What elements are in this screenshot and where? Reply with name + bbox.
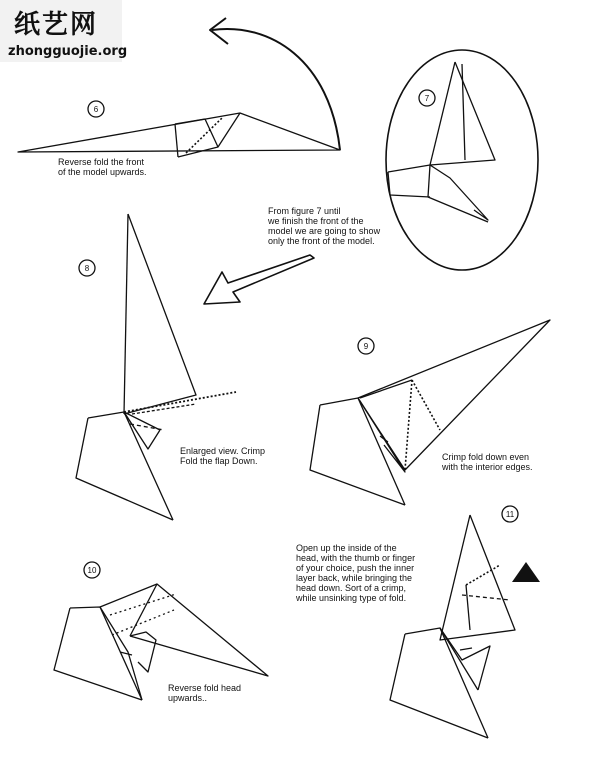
- front-only-note: From figure 7 until we finish the front of the model we are going to show only the front of the model.: [268, 206, 381, 246]
- watermark-site-name: 纸艺网: [14, 10, 99, 40]
- step-10-number: 10: [87, 566, 97, 575]
- push-marker-icon: [512, 562, 540, 582]
- pointer-arrow-icon: [204, 255, 314, 304]
- step-7-number: 7: [424, 94, 430, 103]
- step-9-caption: Crimp fold down even with the interior edges.: [442, 452, 533, 472]
- step-6-caption: Reverse fold the front of the model upwards.: [58, 157, 147, 177]
- watermark-url: zhongguojie.org: [8, 44, 128, 59]
- step-8-number: 8: [84, 264, 90, 273]
- watermark: [0, 0, 128, 62]
- step-8-caption: Enlarged view. Crimp Fold the flap Down.: [180, 446, 266, 466]
- step-6-figure: [18, 113, 340, 157]
- step-9-figure: [310, 320, 550, 505]
- step-6-number: 6: [93, 105, 99, 114]
- step-8-figure: [76, 214, 236, 520]
- step-11-number: 11: [505, 510, 515, 519]
- step-10-caption: Reverse fold head upwards..: [168, 683, 242, 703]
- step-9-number: 9: [363, 342, 369, 351]
- step-7-figure: [386, 50, 538, 270]
- step-11-caption: Open up the inside of the head, with the thumb or finger of your choice, push the inner layer back, while bringing the head down. Sort of a crimp, while unsinking type of fold.: [296, 543, 416, 603]
